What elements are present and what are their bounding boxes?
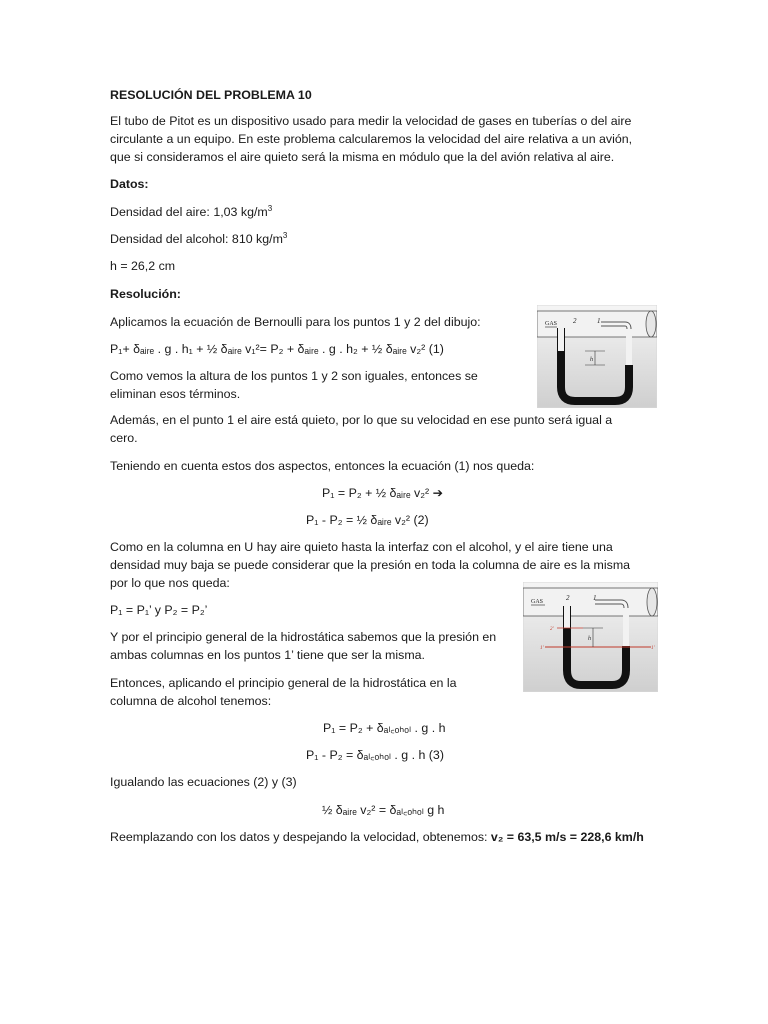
point-2-label: 2 [573,317,577,325]
equation-c: ½ δₐᵢᵣₑ v₂² = δₐₗ꜀ₒₕₒₗ g h [322,803,445,817]
dato-densidad-alcohol: Densidad del alcohol: 810 $kg/m^3$ [110,230,288,246]
iguales-line-1: Como vemos la altura de los puntos 1 y 2 son iguales, entonces se [110,369,478,383]
dato-altura: h = 26,2 cm [110,259,176,273]
hidro-line-1: Y por el principio general de la hidrostática sabemos que la presión en [110,630,497,644]
gas-label: GAS [545,321,558,327]
height-label: h [590,357,593,363]
intro-line-2: circulante a un equipo. En este problema calcularemos la velocidad del aire relativa a un avión, [110,132,633,146]
gas-label: GAS [531,599,544,605]
iguales-line-2: eliminan esos términos. [110,387,241,401]
final-result: v₂ = 63,5 m/s = 228,6 km/h [490,830,644,844]
equation-b: P₁ = P₂ + δₐₗ꜀ₒₕₒₗ . g . h [323,721,446,735]
quieto-line-2: cero. [110,431,138,445]
point-1-label: 1 [597,317,601,325]
intro-line-1: El tubo de Pitot es un dispositivo usado para medir la velocidad de gases en tuberías o del aire [110,114,632,128]
quieto-line-1: Además, en el punto 1 el aire está quieto, por lo que su velocidad en ese punto será igual a [110,413,613,427]
entonces-line-2: columna de alcohol tenemos: [110,694,272,708]
igualando-text: Igualando las ecuaciones (2) y (3) [110,775,297,789]
aspectos-text: Teniendo en cuenta estos dos aspectos, entonces la ecuación (1) nos queda: [110,459,535,473]
columna-line-3: por lo que nos queda: [110,576,230,590]
page-title: RESOLUCIÓN DEL PROBLEMA 10 [110,88,312,102]
intro-line-3: que si consideramos el aire quieto será la misma en módulo que la del avión relativa al aire. [110,150,615,164]
point-1-label: 1 [593,594,597,602]
point-1-prime-left-label: 1' [540,646,544,651]
entonces-line-1: Entonces, aplicando el principio general de la hidrostática en la [110,676,457,690]
equation-p: P₁ = P₁’ y P₂ = P₂’ [110,603,208,617]
datos-heading: Datos: [110,177,149,191]
point-2-prime-label: 2' [550,627,554,632]
point-1-prime-right-label: 1' [651,646,655,651]
equation-2: P₁ - P₂ = ½ δₐᵢᵣₑ v₂² (2) [306,513,429,527]
height-label: h [588,636,591,642]
columna-line-1: Como en la columna en U hay aire quieto hasta la interfaz con el alcohol, y el aire tiene una [110,540,613,554]
pitot-tube-figure-1 [537,305,657,408]
point-2-label: 2 [566,594,570,602]
reemplazando-text: Reemplazando con los datos y despejando la velocidad, obtenemos: v₂ = 63,5 m/s = 228,6 km/h [110,830,644,844]
pitot-tube-figure-2 [523,582,658,692]
equation-3: P₁ - P₂ = δₐₗ꜀ₒₕₒₗ . g . h (3) [306,748,444,762]
gas-pipe [523,588,658,616]
columna-line-2: densidad muy baja se puede considerar que la presión en toda la columna de aire es la misma [110,558,631,572]
equation-a: P₁ = P₂ + ½ δₐᵢᵣₑ v₂² ➔ [322,486,443,500]
equation-1: P₁+ δₐᵢᵣₑ . g . h₁ + ½ δₐᵢᵣₑ v₁²= P₂ + δₐᵢᵣₑ . g . h₂ + ½ δₐᵢᵣₑ v₂² (1) [110,342,444,356]
dato-densidad-aire: Densidad del aire: 1,03 $kg/m^3$ [110,203,273,219]
hidro-line-2: ambas columnas en los puntos 1’ tiene que ser la misma. [110,648,425,662]
resolucion-heading: Resolución: [110,287,181,301]
bernoulli-text: Aplicamos la ecuación de Bernoulli para los puntos 1 y 2 del dibujo: [110,315,481,329]
